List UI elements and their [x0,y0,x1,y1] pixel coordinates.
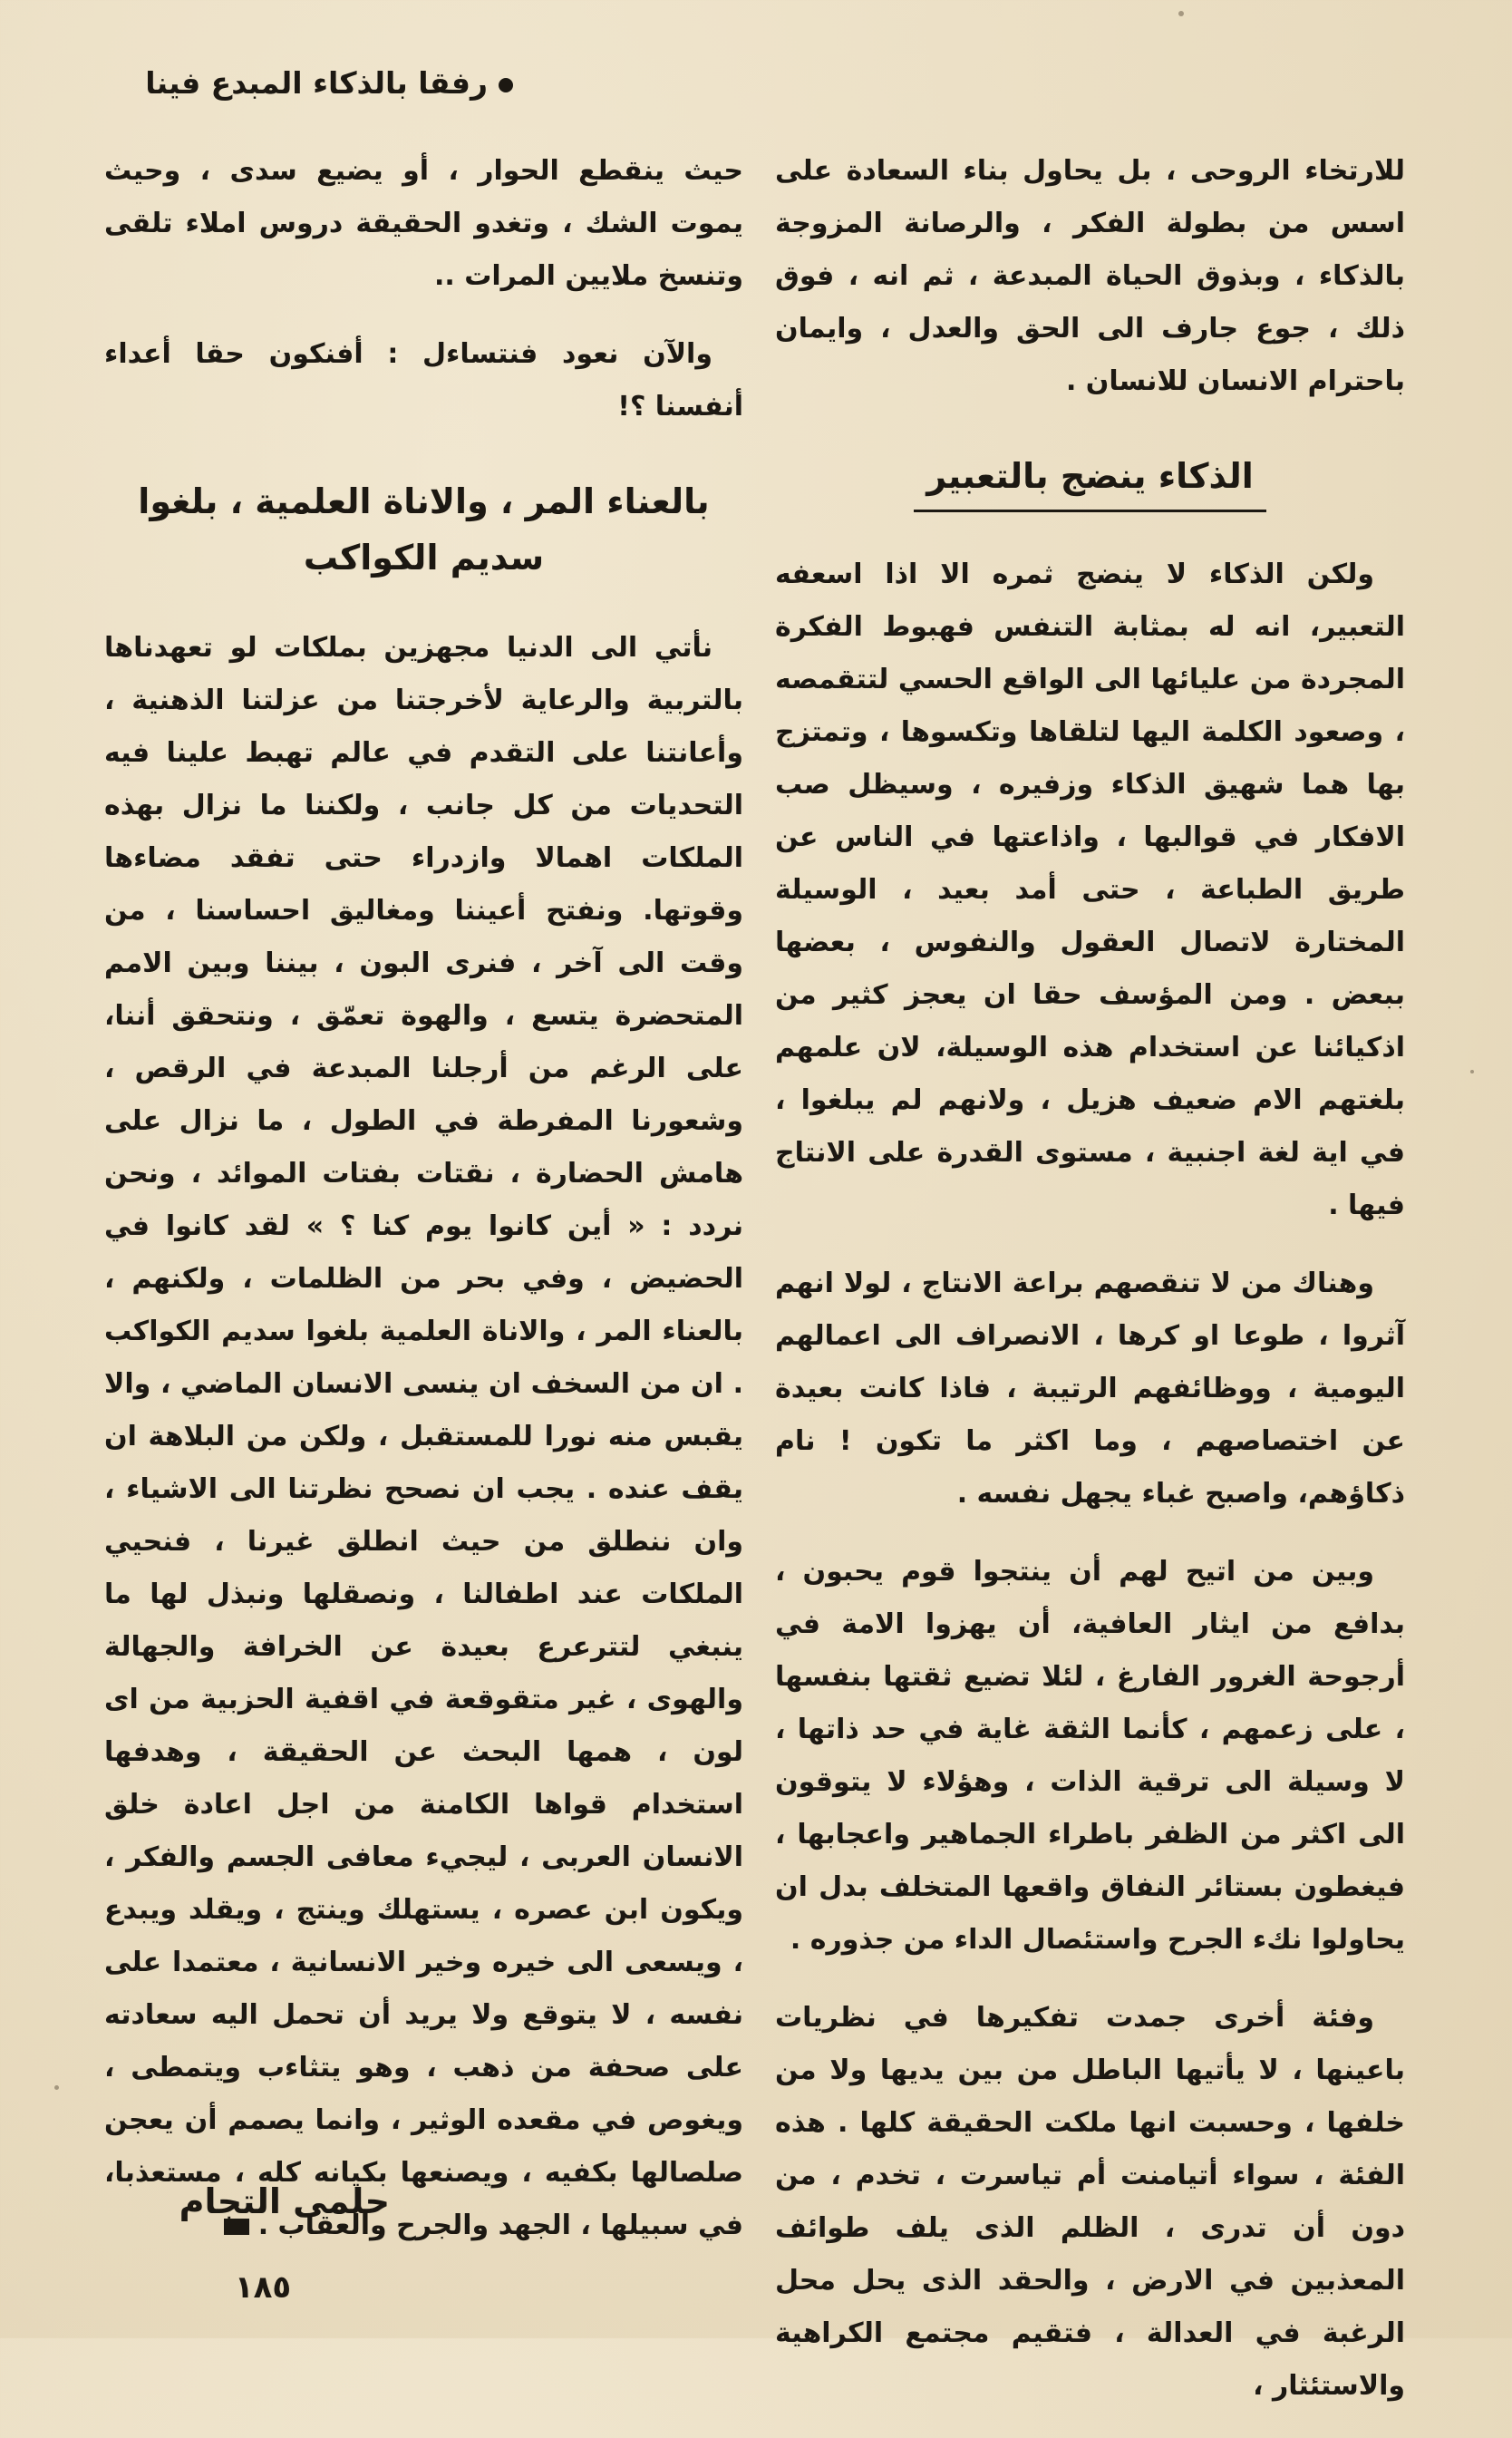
right-opening-paragraph: للارتخاء الروحى ، بل يحاول بناء السعادة على اسس من بطولة الفكر ، والرصانة المزوجة بالذكاء ، وبذوق الحياة المبدعة ، ثم انه ، فوق ذلك ، جوع جارف الى الحق والعدل ، وايمان باحترام الانسان للانسان . [775,155,1405,397]
running-head [78,56,513,111]
section-heading-text: الذكاء ينضج بالتعبير [914,448,1266,512]
right-column [775,145,1405,2438]
section-heading-text: بالعناء المر ، والاناة العلمية ، بلغوا سديم الكواكب [138,481,710,578]
paper-speck [1178,11,1184,16]
body-paragraph [104,622,743,2252]
body-paragraph: ولكن الذكاء لا ينضج ثمره الا اذا اسعفه التعبير، انه له بمثابة التنفس فهبوط الفكرة المجردة من عليائها الى الواقع الحسي لتتقمصه ، وصعود الكلمة اليها لتلقاها وتكسوها ، وتمتزج بها هما شهيق الذكاء وزفيره ، وسيظل صب الافكار في قوالبها ، واذاعتها في الناس عن طريق الطباعة ، حتى أمد بعيد ، الوسيلة المختارة لاتصال العقول والنفوس ، بعضها ببعض . ومن المؤسف حقا ان يعجز كثير من اذكيائنا عن استخدام هذه الوسيلة، لان علمهم بلغتهم الام ضعيف هزيل ، ولانهم لم يبلغوا ، في اية لغة اجنبية ، مستوى القدرة على الانتاج فيها . [775,559,1405,1221]
paper-speck [1470,1070,1474,1073]
page-number: ١٨٥ [234,2269,292,2306]
body-text: نأتي الى الدنيا مجهزين بملكات لو تعهدناها بالتربية والرعاية لأخرجتنا من عزلتنا الذهنية ، وأعانتنا على التقدم في عالم تهبط علينا فيه التحديات من كل جانب ، ولكننا ما نزال بهذه الملكات اهمالا وازدراء حتى تفقد مضاءها وقوتها. ونفتح أعيننا ومغاليق احساسنا ، من وقت الى آخر ، فنرى البون ، بيننا وبين الامم المتحضرة يتسع ، والهوة تعمّق ، ونتحقق أننا، على الرغم من أرجلنا المبدعة في الرقص ، وشعورنا المفرطة في الطول ، ما نزال على هامش الحضارة ، نقتات بفتات الموائد ، ونحن نردد : « أين كانوا يوم كنا ؟ » لقد كانوا في الحضيض ، وفي بحر من الظلمات ، ولكنهم ، بالعناء المر ، والاناة العلمية بلغوا سديم الكواكب . ان من السخف ان ينسى الانسان الماضي ، والا يقبس منه نورا للمستقبل ، ولكن من البلاهة ان يقف عنده . يجب ان نصحح نظرتنا الى الاشياء ، وان ننطلق من حيث انطلق غيرنا ، فنحيي الملكات عند اطفالنا ، ونصقلها ونبذل لها ما ينبغي لتترعرع بعيدة عن الخرافة والجهالة والهوى ، غير متقوقعة في اقفية الحزبية من اى لون ، همها البحث عن الحقيقة ، وهدفها استخدام قواها الكامنة من اجل اعادة خلق الانسان العربى ، ليجيء معافى الجسم والفكر ، ويكون ابن عصره ، يستهلك وينتج ، ويقلد ويبدع ، ويسعى الى خيره وخير الانسانية ، معتمدا على نفسه ، لا يتوقع ولا يريد أن تحمل اليه سعادته على صحفة من ذهب ، وهو يتثاءب ويتمطى ، ويغوص في مقعده الوثير ، وانما يصمم أن يعجن صلصالها بكفيه ، ويصنعها بكيانه كله ، مستعذبا، في سبيلها ، الجهد والجرح والعقاب . [104,632,743,2241]
left-opening-paragraph: حيث ينقطع الحوار ، أو يضيع سدى ، وحيث يموت الشك ، وتغدو الحقيقة دروس املاء تلقى وتنسخ ملايين المرات .. [104,155,743,292]
running-head-text: رفقا بالذكاء المبدع فينا [145,65,488,101]
paper-speck [54,2085,59,2090]
left-column [104,145,743,2278]
section-heading [775,448,1405,512]
bullet-icon [499,78,513,92]
body-paragraph: وبين من اتيح لهم أن ينتجوا قوم يحبون ، بدافع من ايثار العافية، أن يهزوا الامة في أرجوحة الغرور الفارغ ، لئلا تضيع ثقتها بنفسها ، على زعمهم ، كأنما الثقة غاية في حد ذاتها ، لا وسيلة الى ترقية الذات ، وهؤلاء لا يتوقون الى اكثر من الظفر باطراء الجماهير واعجابها ، فيغطون بستائر النفاق واقعها المتخلف بدل ان يحاولوا نكء الجرح واستئصال الداء من جذوره . [775,1556,1405,1956]
body-paragraph: وهناك من لا تنقصهم براعة الانتاج ، لولا انهم آثروا ، طوعا او كرها ، الانصراف الى اعمالهم اليومية ، ووظائفهم الرتيبة ، فاذا كانت بعيدة عن اختصاصهم ، وما اكثر ما تكون ! نام ذكاؤهم، واصبح غباء يجهل نفسه . [775,1268,1405,1510]
section-heading [104,473,743,586]
question-paragraph: والآن نعود فنتساءل : أفنكون حقا أعداء أنفسنا ؟! [104,338,743,423]
author-signature: حلمى التجام [179,2181,390,2221]
body-paragraph: وفئة أخرى جمدت تفكيرها في نظريات باعينها ، لا يأتيها الباطل من بين يديها ولا من خلفها ، وحسبت انها ملكت الحقيقة كلها . هذه الفئة ، سواء أتيامنت أم تياسرت ، تخدم ، من دون أن تدرى ، الظلم الذى يلف طوائف المعذبين في الارض ، والحقد الذى يحل محل الرغبة في العدالة ، فتقيم مجتمع الكراهية والاستئثار ، [775,2002,1405,2402]
